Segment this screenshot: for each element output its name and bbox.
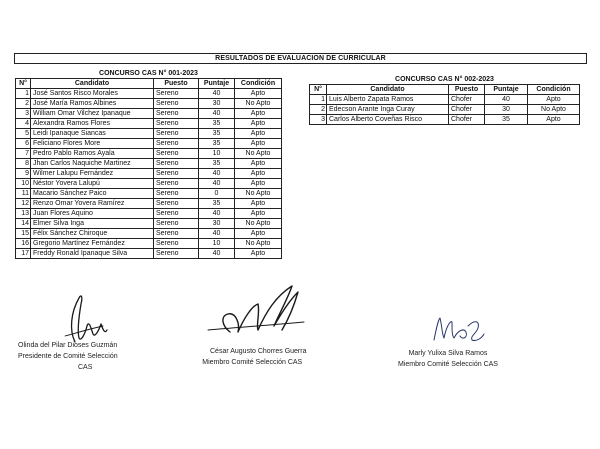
condition-cell: Apto: [235, 109, 282, 119]
candidate-name: Elmer Silva Inga: [31, 219, 154, 229]
table-row: [16, 129, 282, 139]
header-row: [16, 79, 282, 89]
table-title-row: [16, 69, 282, 79]
row-number: 1: [16, 89, 31, 99]
table-row: [16, 119, 282, 129]
position-cell: Chofer: [449, 115, 485, 125]
col-puesto-header: Puesto: [449, 85, 485, 95]
col-num-header: N°: [16, 79, 31, 89]
col-condicion-header: Condición: [528, 85, 580, 95]
candidate-name: Renzo Omar Yovera Ramírez: [31, 199, 154, 209]
score-cell: 40: [485, 95, 528, 105]
position-cell: Sereno: [154, 89, 199, 99]
position-cell: Sereno: [154, 209, 199, 219]
score-cell: 40: [199, 229, 235, 239]
score-cell: 40: [199, 169, 235, 179]
row-number: 3: [16, 109, 31, 119]
candidate-name: Pedro Pablo Ramos Ayala: [31, 149, 154, 159]
signature-cesar: [200, 282, 310, 342]
table-row: [16, 229, 282, 239]
results-title: RESULTADOS DE EVALUACION DE CURRICULAR: [14, 53, 587, 64]
row-number: 15: [16, 229, 31, 239]
score-cell: 35: [199, 129, 235, 139]
score-cell: 35: [485, 115, 528, 125]
signatory-1-role-line2: CAS: [78, 364, 93, 371]
position-cell: Sereno: [154, 169, 199, 179]
score-cell: 0: [199, 189, 235, 199]
candidate-name: Feliciano Flores More: [31, 139, 154, 149]
row-number: 12: [16, 199, 31, 209]
candidate-name: Carlos Alberto Coveñas Risco: [327, 115, 449, 125]
row-number: 1: [310, 95, 327, 105]
candidate-name: Alexandra Ramos Flores: [31, 119, 154, 129]
position-cell: Chofer: [449, 105, 485, 115]
position-cell: Chofer: [449, 95, 485, 105]
table-row: [16, 99, 282, 109]
condition-cell: Apto: [235, 199, 282, 209]
condition-cell: Apto: [235, 169, 282, 179]
condition-cell: No Apto: [235, 99, 282, 109]
condition-cell: No Apto: [235, 219, 282, 229]
col-condicion-header: Condición: [235, 79, 282, 89]
row-number: 11: [16, 189, 31, 199]
table-title-row: [310, 75, 580, 85]
condition-cell: Apto: [528, 115, 580, 125]
candidate-name: Leidi Ipanaque Siancas: [31, 129, 154, 139]
table-row: [16, 169, 282, 179]
concurso-002-title: CONCURSO CAS N° 002-2023: [310, 75, 580, 85]
candidate-name: Freddy Ronald Ipanaque Silva: [31, 249, 154, 259]
condition-cell: No Apto: [235, 189, 282, 199]
signatory-1: [18, 340, 118, 373]
position-cell: Sereno: [154, 179, 199, 189]
condition-cell: Apto: [235, 89, 282, 99]
condition-cell: Apto: [235, 179, 282, 189]
condition-cell: No Apto: [528, 105, 580, 115]
position-cell: Sereno: [154, 249, 199, 259]
header-row: [310, 85, 580, 95]
condition-cell: Apto: [235, 159, 282, 169]
candidate-name: Wilmer Lalupu Fernández: [31, 169, 154, 179]
candidate-name: Juan Flores Aquino: [31, 209, 154, 219]
condition-cell: Apto: [235, 229, 282, 239]
signatory-3: [398, 348, 498, 370]
table-row: [16, 249, 282, 259]
table-row: [16, 209, 282, 219]
concurso-002-body: [310, 95, 580, 125]
condition-cell: Apto: [235, 209, 282, 219]
candidate-name: Gregorio Martínez Fernández: [31, 239, 154, 249]
col-puntaje-header: Puntaje: [485, 85, 528, 95]
signatory-3-role: Miembro Comité Selección CAS: [398, 361, 498, 368]
table-row: [310, 95, 580, 105]
col-candidato-header: Candidato: [327, 85, 449, 95]
position-cell: Sereno: [154, 199, 199, 209]
row-number: 2: [16, 99, 31, 109]
table-row: [16, 199, 282, 209]
col-puesto-header: Puesto: [154, 79, 199, 89]
condition-cell: Apto: [528, 95, 580, 105]
position-cell: Sereno: [154, 159, 199, 169]
col-candidato-header: Candidato: [31, 79, 154, 89]
score-cell: 30: [485, 105, 528, 115]
table-row: [16, 239, 282, 249]
score-cell: 40: [199, 209, 235, 219]
concurso-001-table: [15, 69, 282, 259]
table-row: [16, 159, 282, 169]
candidate-name: José María Ramos Albines: [31, 99, 154, 109]
score-cell: 35: [199, 119, 235, 129]
signatory-1-name: Olinda del Pilar Dioses Guzmán: [18, 342, 118, 349]
position-cell: Sereno: [154, 129, 199, 139]
score-cell: 35: [199, 139, 235, 149]
table-row: [16, 89, 282, 99]
table-row: [16, 109, 282, 119]
position-cell: Sereno: [154, 99, 199, 109]
row-number: 2: [310, 105, 327, 115]
score-cell: 35: [199, 199, 235, 209]
candidate-name: William Omar Vilchez Ipanaque: [31, 109, 154, 119]
row-number: 9: [16, 169, 31, 179]
col-puntaje-header: Puntaje: [199, 79, 235, 89]
row-number: 8: [16, 159, 31, 169]
position-cell: Sereno: [154, 149, 199, 159]
signature-olinda: [55, 290, 115, 345]
row-number: 17: [16, 249, 31, 259]
table-row: [16, 179, 282, 189]
row-number: 4: [16, 119, 31, 129]
table-row: [310, 115, 580, 125]
concurso-002-table: [309, 75, 580, 125]
table-row: [310, 105, 580, 115]
concurso-001-title: CONCURSO CAS N° 001-2023: [16, 69, 282, 79]
score-cell: 40: [199, 109, 235, 119]
score-cell: 40: [199, 179, 235, 189]
score-cell: 30: [199, 99, 235, 109]
signatory-2-name: César Augusto Chorres Guerra: [210, 348, 307, 355]
score-cell: 10: [199, 239, 235, 249]
signature-marly: [428, 312, 488, 347]
score-cell: 10: [199, 149, 235, 159]
row-number: 5: [16, 129, 31, 139]
position-cell: Sereno: [154, 189, 199, 199]
candidate-name: Macario Sánchez Paico: [31, 189, 154, 199]
condition-cell: Apto: [235, 139, 282, 149]
row-number: 14: [16, 219, 31, 229]
position-cell: Sereno: [154, 219, 199, 229]
condition-cell: Apto: [235, 249, 282, 259]
concurso-001-body: [16, 89, 282, 259]
position-cell: Sereno: [154, 139, 199, 149]
score-cell: 40: [199, 89, 235, 99]
candidate-name: Luis Alberto Zapata Ramos: [327, 95, 449, 105]
condition-cell: No Apto: [235, 149, 282, 159]
score-cell: 40: [199, 249, 235, 259]
col-num-header: N°: [310, 85, 327, 95]
candidate-name: Félix Sánchez Chiroque: [31, 229, 154, 239]
position-cell: Sereno: [154, 109, 199, 119]
condition-cell: No Apto: [235, 239, 282, 249]
candidate-name: José Santos Risco Morales: [31, 89, 154, 99]
signatory-2-role: Miembro Comité Selección CAS: [202, 359, 303, 366]
condition-cell: Apto: [235, 119, 282, 129]
row-number: 6: [16, 139, 31, 149]
table-row: [16, 189, 282, 199]
score-cell: 35: [199, 159, 235, 169]
candidate-name: Edecson Arante Inga Curay: [327, 105, 449, 115]
signatory-3-name: Marly Yulixa Silva Ramos: [408, 350, 488, 357]
row-number: 7: [16, 149, 31, 159]
table-row: [16, 219, 282, 229]
table-row: [16, 149, 282, 159]
row-number: 16: [16, 239, 31, 249]
candidate-name: Jhan Carlos Naquiche Martinez: [31, 159, 154, 169]
row-number: 3: [310, 115, 327, 125]
position-cell: Sereno: [154, 229, 199, 239]
position-cell: Sereno: [154, 119, 199, 129]
signatory-1-role: Presidente de Comité Selección: [18, 353, 118, 360]
signatory-2: [198, 346, 307, 368]
score-cell: 30: [199, 219, 235, 229]
candidate-name: Néstor Yovera Lalupú: [31, 179, 154, 189]
row-number: 10: [16, 179, 31, 189]
position-cell: Sereno: [154, 239, 199, 249]
row-number: 13: [16, 209, 31, 219]
condition-cell: Apto: [235, 129, 282, 139]
table-row: [16, 139, 282, 149]
